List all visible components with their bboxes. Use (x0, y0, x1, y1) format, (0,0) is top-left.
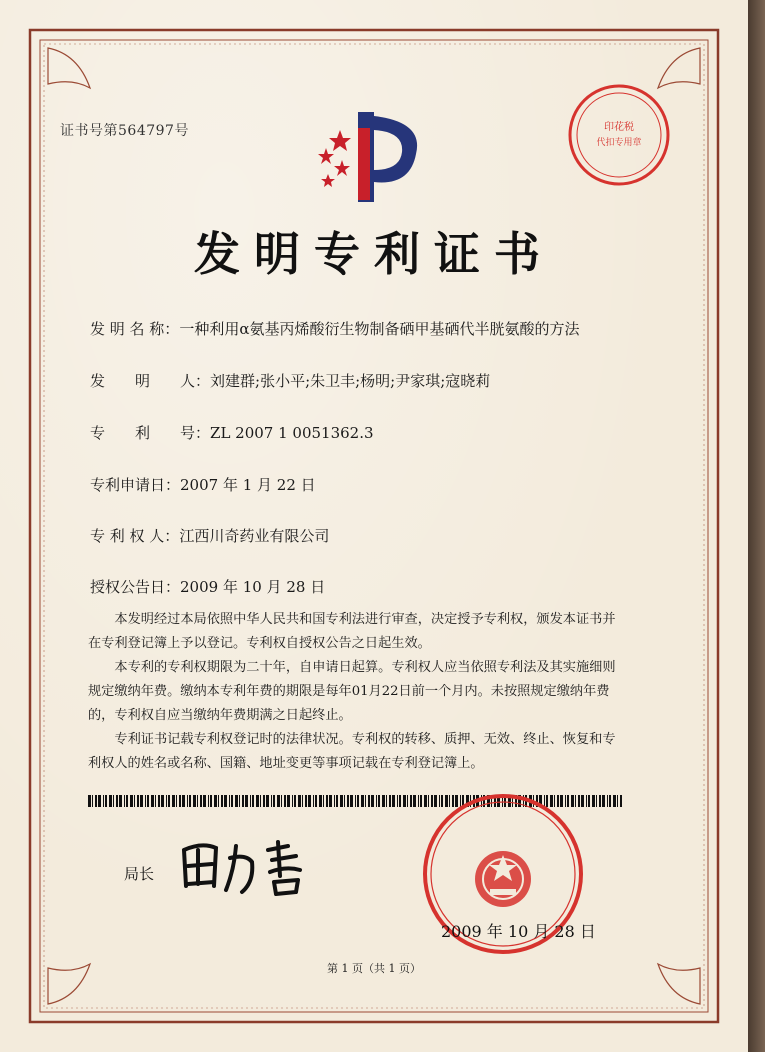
barcode-bar (287, 795, 290, 807)
body-paragraph: 本发明经过本局依照中华人民共和国专利法进行审查，决定授予专利权，颁发本证书并在专利登记簿上予以登记。专利权自授权公告之日起生效。 (88, 612, 616, 651)
field-label: 专利申请日： (90, 476, 181, 494)
barcode-bar (602, 795, 605, 807)
barcode-bar (407, 795, 408, 807)
barcode-bar (277, 795, 280, 807)
field-grant-date (90, 576, 325, 597)
barcode-bar (252, 795, 254, 807)
patent-office-logo-icon (312, 108, 428, 204)
field-patentee (90, 525, 329, 546)
barcode-bar (271, 795, 272, 807)
barcode-bar (124, 795, 125, 807)
svg-text:代扣专用章: 代扣专用章 (596, 138, 642, 148)
issue-date: 2009 年 10 月 28 日 (441, 922, 596, 941)
certificate-body-text (88, 608, 618, 776)
barcode-bar (357, 795, 359, 807)
barcode-bar (302, 795, 303, 807)
barcode-bar (203, 795, 206, 807)
barcode-bar (340, 795, 343, 807)
barcode-bar (140, 795, 143, 807)
barcode-bar (182, 795, 185, 807)
barcode-bar (176, 795, 177, 807)
barcode-bar (326, 795, 328, 807)
barcode-bar (179, 795, 181, 807)
barcode-bar (368, 795, 370, 807)
barcode-bar (281, 795, 282, 807)
barcode-bar (151, 795, 154, 807)
barcode-bar (187, 795, 188, 807)
barcode-bar (620, 795, 622, 807)
barcode-bar (334, 795, 335, 807)
barcode-bar (319, 795, 322, 807)
barcode-bar (389, 795, 391, 807)
barcode-bar (155, 795, 156, 807)
field-label: 专 利 号： (90, 424, 211, 442)
field-label: 发 明 名 称： (90, 320, 180, 338)
barcode-bar (137, 795, 139, 807)
barcode-bar (245, 795, 248, 807)
barcode-bar (103, 795, 104, 807)
barcode-bar (260, 795, 261, 807)
barcode-bar (613, 795, 616, 807)
barcode-bar (399, 795, 401, 807)
barcode-bar (413, 795, 416, 807)
barcode-bar (116, 795, 118, 807)
field-invention-name (90, 318, 579, 339)
barcode-bar (210, 795, 212, 807)
body-paragraph: 本专利的专利权期限为二十年，自申请日起算。专利权人应当依照专利法及其实施细则规定缴纳年费。缴纳本专利年费的期限是每年01月22日前一个月内。未按照规定缴纳年费的，专利权自应当缴纳年费期满之日起终止。 (88, 660, 616, 723)
barcode-bar (323, 795, 324, 807)
barcode-bar (392, 795, 395, 807)
barcode-bar (239, 795, 240, 807)
tax-stamp-seal (566, 82, 672, 188)
svg-text:印花税: 印花税 (604, 122, 634, 133)
barcode-bar (298, 795, 301, 807)
barcode-bar (145, 795, 146, 807)
barcode-bar (355, 795, 356, 807)
barcode-bar (382, 795, 385, 807)
barcode-bar (344, 795, 345, 807)
barcode-bar (365, 795, 366, 807)
barcode-bar (189, 795, 191, 807)
field-value: 刘建群;张小平;朱卫丰;杨明;尹家琪;寇晓莉 (210, 372, 491, 390)
field-label: 发 明 人： (90, 372, 211, 390)
barcode-bar (98, 795, 101, 807)
field-value: 江西川奇药业有限公司 (179, 527, 330, 545)
barcode-bar (313, 795, 314, 807)
barcode-bar (229, 795, 230, 807)
field-value: 2007 年 1 月 22 日 (180, 476, 316, 494)
page-number: 第 1 页（共 1 页） (327, 962, 421, 975)
barcode-bar (350, 795, 353, 807)
field-label: 专 利 权 人： (90, 527, 180, 545)
barcode-bar (147, 795, 149, 807)
barcode-bar (256, 795, 259, 807)
barcode-bar (410, 795, 412, 807)
barcode-bar (386, 795, 387, 807)
barcode-bar (250, 795, 251, 807)
body-paragraph: 专利证书记载专利权登记时的法律状况。专利权的转移、质押、无效、终止、恢复和专利权人的姓名或名称、国籍、地址变更等事项记载在专利登记簿上。 (88, 732, 616, 771)
barcode-bar (92, 795, 93, 807)
barcode-bar (599, 795, 601, 807)
field-inventors (90, 370, 490, 391)
barcode-bar (263, 795, 265, 807)
barcode-bar (609, 795, 611, 807)
barcode-bar (329, 795, 332, 807)
barcode-bar (134, 795, 135, 807)
barcode-bar (221, 795, 223, 807)
barcode-bar (242, 795, 244, 807)
barcode-bar (95, 795, 97, 807)
barcode-bar (397, 795, 398, 807)
barcode-bar (158, 795, 160, 807)
certificate-title: 发明专利证书 (194, 227, 554, 281)
barcode-bar (105, 795, 107, 807)
barcode-bar (266, 795, 269, 807)
barcode-bar (126, 795, 128, 807)
barcode-bar (130, 795, 133, 807)
barcode-bar (88, 795, 91, 807)
barcode-bar (361, 795, 364, 807)
barcode-bar (607, 795, 608, 807)
barcode-bar (596, 795, 597, 807)
barcode-bar (231, 795, 233, 807)
barcode-bar (214, 795, 217, 807)
barcode-bar (586, 795, 587, 807)
field-value: ZL 2007 1 0051362.3 (210, 424, 374, 442)
barcode-bar (172, 795, 175, 807)
barcode-bar (168, 795, 170, 807)
barcode-bar (378, 795, 380, 807)
barcode-bar (315, 795, 317, 807)
field-value: 一种利用α氨基丙烯酸衍生物制备硒甲基硒代半胱氨酸的方法 (179, 320, 580, 338)
barcode-bar (119, 795, 122, 807)
barcode-bar (284, 795, 286, 807)
barcode-bar (224, 795, 227, 807)
certificate-serial: 证书号第564797号 (60, 123, 189, 139)
director-title: 局长 (124, 865, 155, 883)
barcode-bar (308, 795, 311, 807)
page-edge (748, 0, 765, 1052)
barcode-bar (161, 795, 164, 807)
barcode-bar (273, 795, 275, 807)
barcode-bar (208, 795, 209, 807)
barcode-bar (305, 795, 307, 807)
barcode-bar (193, 795, 196, 807)
director-signature (176, 836, 316, 898)
barcode-bar (588, 795, 590, 807)
barcode-bar (336, 795, 338, 807)
barcode-bar (235, 795, 238, 807)
barcode-bar (347, 795, 349, 807)
barcode-bar (371, 795, 374, 807)
barcode-bar (200, 795, 202, 807)
barcode-bar (109, 795, 112, 807)
barcode-bar (617, 795, 618, 807)
barcode-bar (418, 795, 419, 807)
barcode-bar (218, 795, 219, 807)
barcode-bar (166, 795, 167, 807)
field-application-date (90, 474, 316, 495)
field-value: 2009 年 10 月 28 日 (180, 578, 326, 596)
barcode-bar (294, 795, 296, 807)
barcode-bar (592, 795, 595, 807)
barcode-bar (403, 795, 406, 807)
barcode-bar (376, 795, 377, 807)
field-patent-number (90, 422, 374, 443)
barcode-bar (292, 795, 293, 807)
barcode-bar (197, 795, 198, 807)
field-label: 授权公告日： (90, 578, 181, 596)
barcode-bar (113, 795, 114, 807)
